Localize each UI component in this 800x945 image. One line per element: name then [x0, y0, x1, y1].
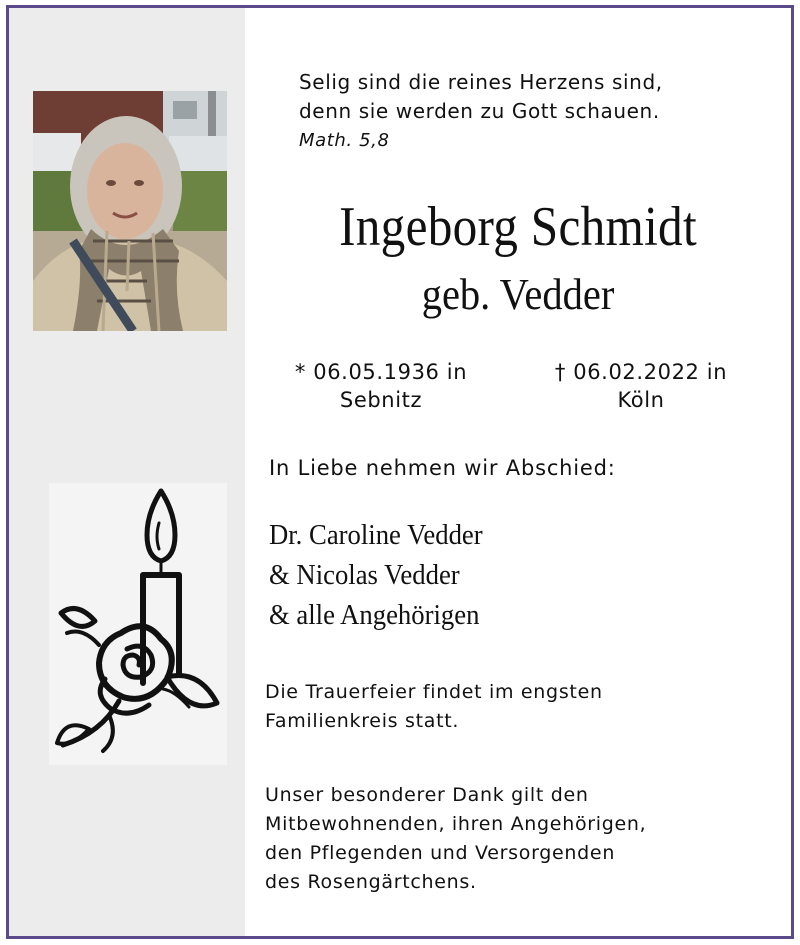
obituary-frame [6, 5, 794, 939]
birth-date-line: * 06.05.1936 in [294, 360, 468, 384]
birth-date [271, 358, 491, 414]
deceased-name: Ingeborg Schmidt [339, 196, 697, 258]
death-place: Köln [617, 388, 665, 412]
bible-verse [299, 68, 759, 155]
obituary-text [245, 8, 791, 936]
birth-place: Sebnitz [339, 388, 423, 412]
mourner-1: Dr. Caroline Vedder [269, 519, 483, 551]
left-sidebar [9, 8, 245, 936]
verse-reference: Math. 5,8 [299, 130, 390, 151]
verse-line-2: denn sie werden zu Gott schauen. [299, 99, 660, 123]
death-date-line: † 06.02.2022 in [554, 360, 728, 384]
farewell-heading: In Liebe nehmen wir Abschied: [269, 456, 616, 480]
thanks-line-1: Unser besonderer Dank gilt den [265, 784, 589, 806]
death-date [531, 358, 751, 414]
ceremony-line-2: Familienkreis statt. [265, 710, 460, 732]
mourner-3: & alle Angehörigen [269, 599, 480, 631]
candle-rose-illustration [49, 483, 227, 765]
ceremony-note [265, 678, 785, 736]
thanks-line-3: den Pflegenden und Versorgenden [265, 842, 616, 864]
ceremony-line-1: Die Trauerfeier findet im engsten [265, 681, 603, 703]
thanks-note [265, 781, 785, 897]
thanks-line-2: Mitbewohnenden, ihren Angehörigen, [265, 813, 647, 835]
portrait-photo [33, 91, 227, 331]
verse-line-1: Selig sind die reines Herzens sind, [299, 70, 663, 94]
thanks-line-4: des Rosengärtchens. [265, 871, 477, 893]
mourner-2: & Nicolas Vedder [269, 559, 460, 591]
birth-name: geb. Vedder [421, 270, 615, 319]
mourners-list [269, 515, 769, 635]
